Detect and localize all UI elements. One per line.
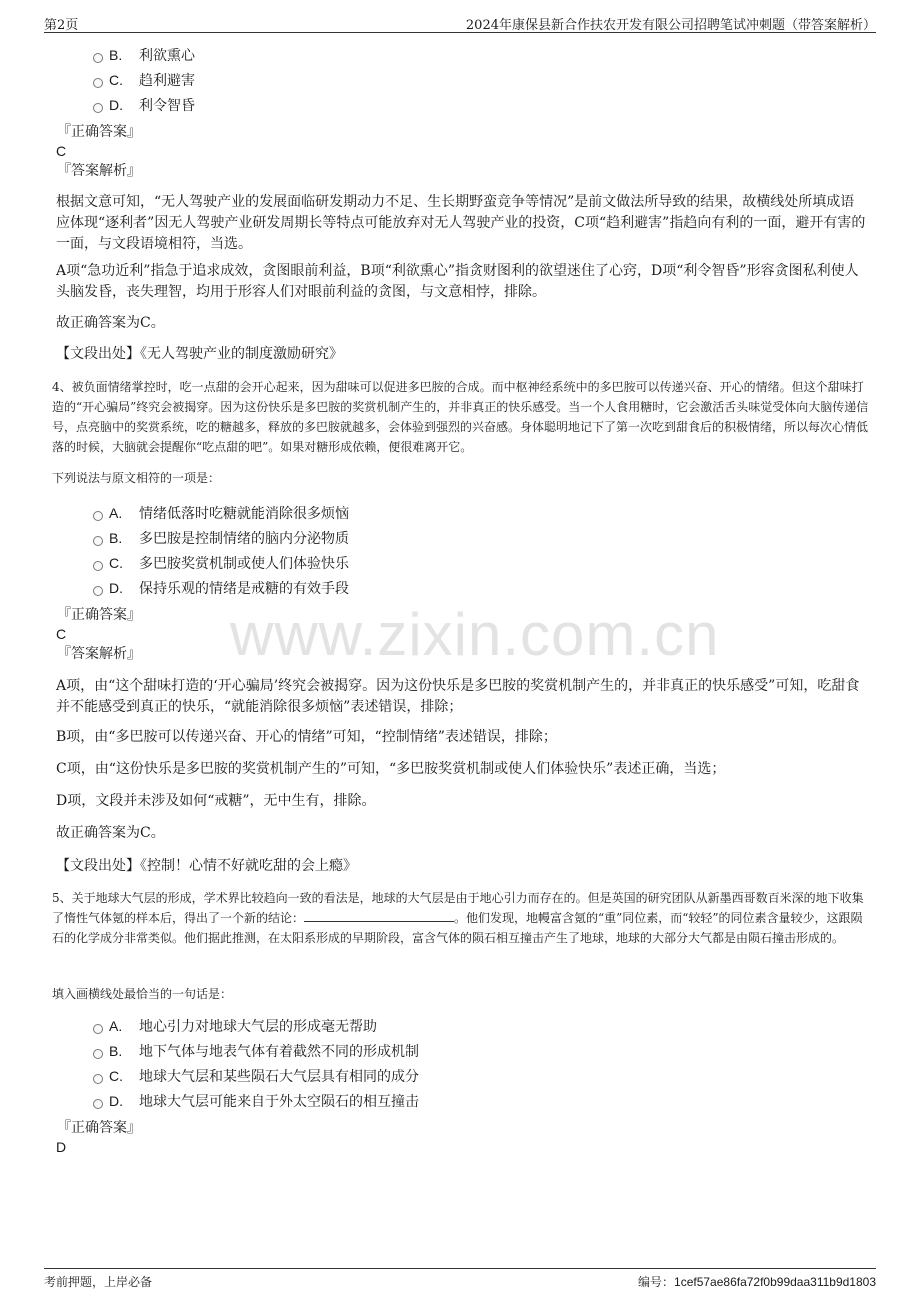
- q4-analysis-b: B项，由“多巴胺可以传递兴奋、开心的情绪”可知，“控制情绪”表述错误，排除；: [56, 729, 557, 745]
- radio-icon[interactable]: [93, 561, 103, 571]
- q5-option-a[interactable]: A. 地心引力对地球大气层的形成毫无帮助: [93, 1016, 377, 1036]
- q4-analysis-a: A项，由“这个甜味打造的‘开心骗局’终究会被揭穿。因为这份快乐是多巴胺的奖赏机制产生的，并非真正的快乐感受”可知，吃甜食并不能感受到真正的快乐，“就能消除很多烦恼”表述错误，排除；: [56, 678, 860, 715]
- q5-passage: 5、关于地球大气层的形成，学术界比较趋向一致的看法是，地球的大气层是由于地心引力而存在的。但是英国的研究团队从新墨西哥数百米深的地下收集了惰性气体氪的样本后，得出了一个新的结论： 。他们发现，地幔富含氪的“重”同位素，而“较轻”的同位素含量较少，这跟陨石的化学成分非常类似。他们据此推测，在太阳系形成的早期阶段，富含气体的陨石相互撞击产生了地球，地球的大部分大气都是由陨石撞击形成的。: [52, 891, 864, 945]
- q4-answer: C: [56, 626, 67, 642]
- radio-icon[interactable]: [93, 536, 103, 546]
- q3-option-d[interactable]: D. 利令智昏: [93, 95, 195, 115]
- radio-icon[interactable]: [93, 1074, 103, 1084]
- q4-analysis-c: C项，由“这份快乐是多巴胺的奖赏机制产生的”可知，“多巴胺奖赏机制或使人们体验快乐”表述正确，当选；: [56, 761, 726, 777]
- page-number: 第2页: [44, 18, 79, 33]
- q4-passage: 4、被负面情绪掌控时，吃一点甜的会开心起来，因为甜味可以促进多巴胺的合成。而中枢神经系统中的多巴胺可以传递兴奋、开心的情绪。但这个甜味打造的“开心骗局”终究会被揭穿。因为这份快乐是多巴胺的奖赏机制产生的，并非真正的快乐感受。当一个人食用糖时，它会激活舌头味觉受体向大脑传递信号，点亮脑中的奖赏系统，吃的糖越多，释放的多巴胺就越多，会体验到强烈的兴奋感。身体聪明地记下了第一次吃到甜食后的积极情绪，所以每次心情低落的时候，大脑就会提醒你“吃点甜的吧”。如果对糖形成依赖，便很难离开它。: [52, 380, 869, 454]
- page-footer: [44, 1268, 876, 1293]
- document-code: 编号：1cef57ae86fa72f0b99daa311b9d1803: [638, 1275, 876, 1289]
- fill-blank: [304, 909, 454, 922]
- q3-conclusion: 故正确答案为C。: [56, 315, 165, 331]
- q5-option-d[interactable]: D. 地球大气层可能来自于外太空陨石的相互撞击: [93, 1091, 419, 1111]
- q5-answer: D: [56, 1139, 67, 1155]
- radio-icon[interactable]: [93, 53, 103, 63]
- q3-option-b[interactable]: B. 利欲熏心: [93, 45, 195, 65]
- q4-option-a[interactable]: A. 情绪低落时吃糖就能消除很多烦恼: [93, 503, 349, 523]
- q5-option-b[interactable]: B. 地下气体与地表气体有着截然不同的形成机制: [93, 1041, 419, 1061]
- q5-answer-label: 『正确答案』: [57, 1120, 141, 1136]
- q3-answer: C: [56, 143, 67, 159]
- q4-option-d[interactable]: D. 保持乐观的情绪是戒糖的有效手段: [93, 578, 349, 598]
- radio-icon[interactable]: [93, 103, 103, 113]
- page-header: [44, 12, 876, 33]
- q5-option-c[interactable]: C. 地球大气层和某些陨石大气层具有相同的成分: [93, 1066, 419, 1086]
- watermark: www.zixin.com.cn: [230, 601, 720, 668]
- document-title: 2024年康保县新合作扶农开发有限公司招聘笔试冲刺题（带答案解析）: [465, 18, 876, 33]
- radio-icon[interactable]: [93, 511, 103, 521]
- q4-analysis-label: 『答案解析』: [57, 646, 141, 662]
- q3-analysis-paragraph: 根据文意可知，“无人驾驶产业的发展面临研发期动力不足、生长期野蛮竞争等情况”是前文做法所导致的结果，故横线处所填成语应体现“逐利者”因无人驾驶产业研发周期长等特点可能放弃对无人驾驶产业的投资，C项“趋利避害”指趋向有利的一面，避开有害的一面，与文段语境相符，当选。: [56, 194, 866, 252]
- q4-prompt: 下列说法与原文相符的一项是：: [52, 471, 221, 485]
- q3-answer-label: 『正确答案』: [57, 124, 141, 140]
- q3-analysis-paragraph: A项“急功近利”指急于追求成效，贪图眼前利益，B项“利欲熏心”指贪财图利的欲望迷住了心窍，D项“利令智昏”形容贪图私利使人头脑发昏，丧失理智，均用于形容人们对眼前利益的贪图，与文意相悖，排除。: [56, 263, 859, 300]
- radio-icon[interactable]: [93, 1024, 103, 1034]
- radio-icon[interactable]: [93, 1099, 103, 1109]
- radio-icon[interactable]: [93, 586, 103, 596]
- q4-conclusion: 故正确答案为C。: [56, 825, 165, 841]
- q4-answer-label: 『正确答案』: [57, 607, 141, 623]
- q3-analysis-label: 『答案解析』: [57, 163, 141, 179]
- q4-option-c[interactable]: C. 多巴胺奖赏机制或使人们体验快乐: [93, 553, 349, 573]
- q3-source: 【文段出处】《无人驾驶产业的制度激励研究》: [56, 346, 343, 362]
- q4-source: 【文段出处】《控制！心情不好就吃甜的会上瘾》: [56, 858, 357, 874]
- footer-motto: 考前押题，上岸必备: [44, 1275, 153, 1289]
- q4-option-b[interactable]: B. 多巴胺是控制情绪的脑内分泌物质: [93, 528, 349, 548]
- q5-prompt: 填入画横线处最恰当的一句话是：: [52, 987, 233, 1001]
- q3-option-c[interactable]: C. 趋利避害: [93, 70, 195, 90]
- q4-analysis-d: D项，文段并未涉及如何“戒糖”，无中生有，排除。: [56, 793, 376, 809]
- radio-icon[interactable]: [93, 78, 103, 88]
- radio-icon[interactable]: [93, 1049, 103, 1059]
